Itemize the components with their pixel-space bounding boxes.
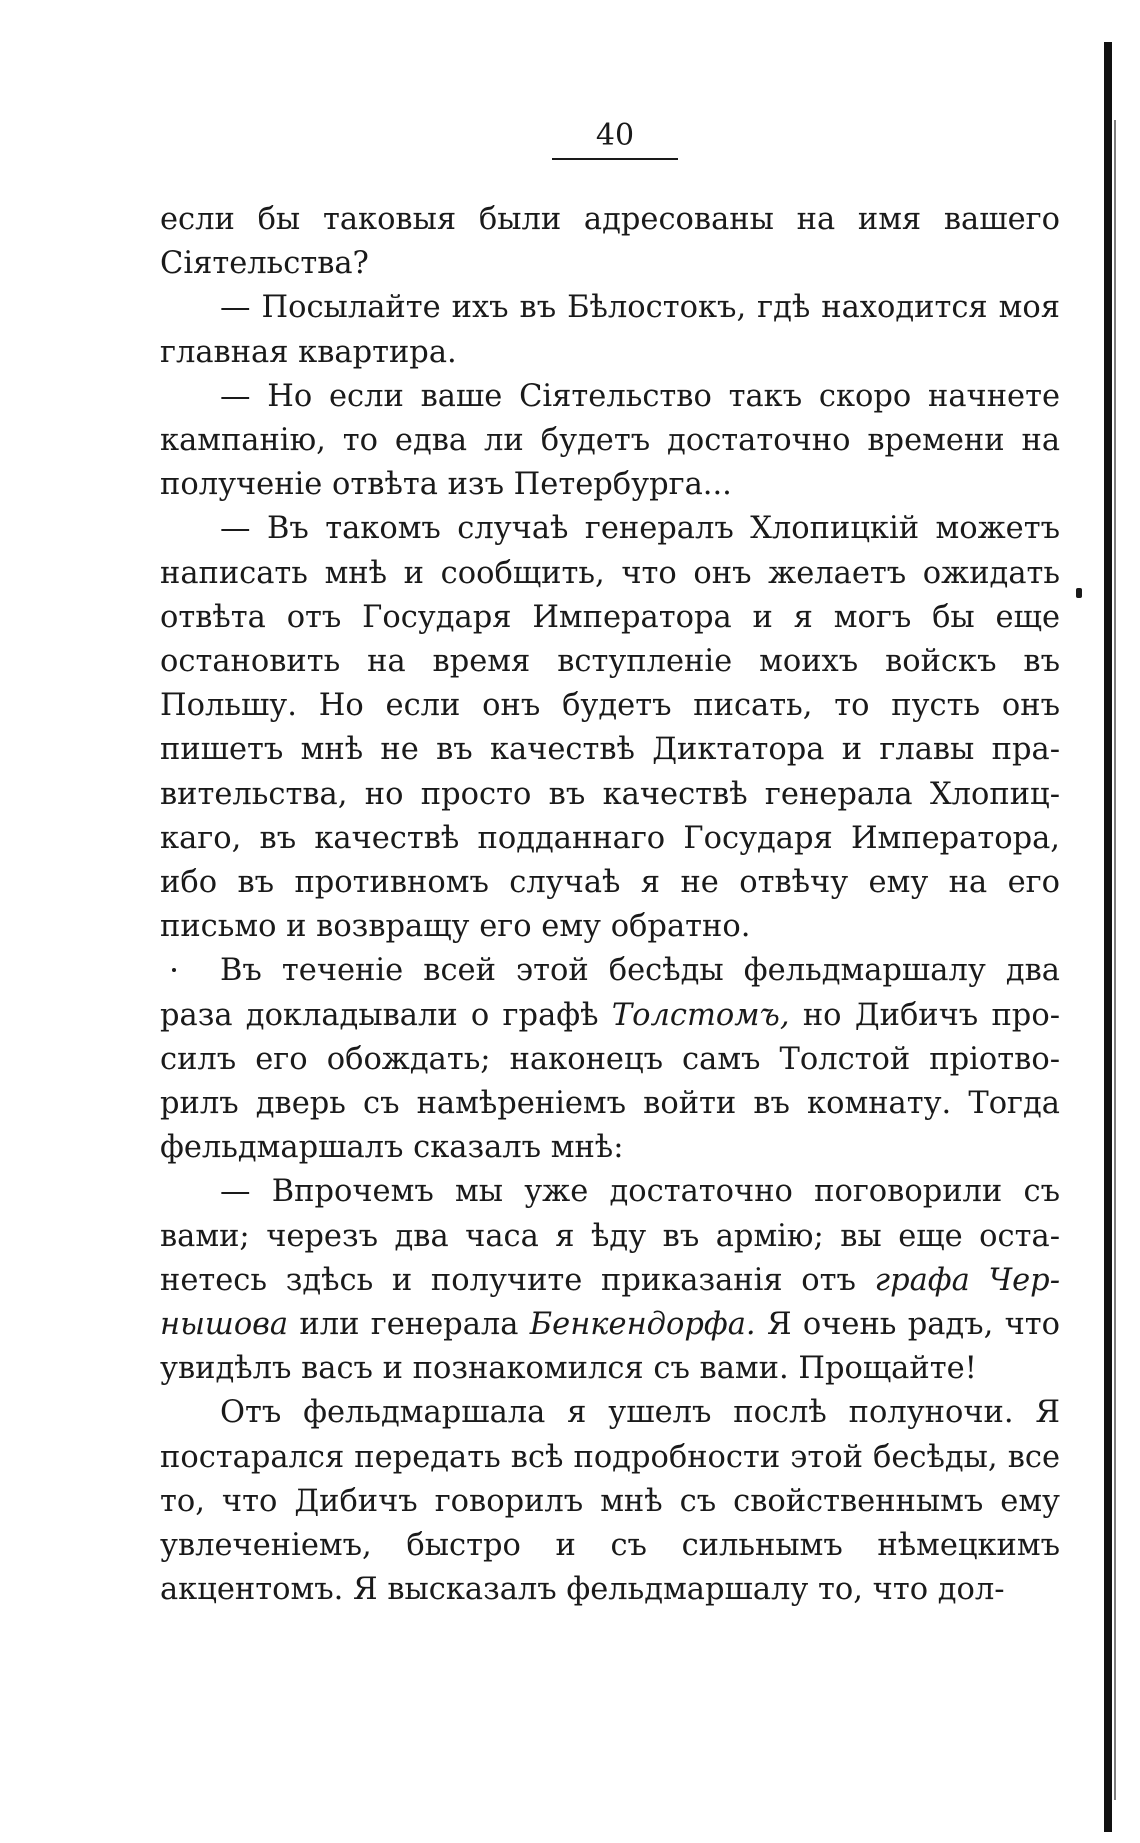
- ink-speck: [1076, 588, 1082, 598]
- text-segment: но Дибичъ просилъ его обождать; наконецъ самъ Толстой пріотворилъ дверь съ намѣреніемъ войти въ комнату. Тогда фельдмаршалъ сказалъ мнѣ:: [160, 997, 1060, 1166]
- text-segment: Отъ фельдмаршала я ушелъ послѣ полуночи. Я постарался передать всѣ подробности этой бесѣды, все то, что Дибичъ говорилъ мнѣ съ свойственнымъ ему увлеченіемъ, быстро и съ сильнымъ нѣмецкимъ акцентомъ. Я высказалъ фельдмаршалу то, что дол-: [160, 1395, 1060, 1608]
- text-segment: — Посылайте ихъ въ Бѣлостокъ, гдѣ находится моя главная квартира.: [160, 290, 1060, 370]
- italic-name-chernyshov: графа Чернышова: [160, 1262, 1060, 1343]
- body-text: [160, 198, 1060, 1613]
- text-segment: Я очень радъ, что увидѣлъ васъ и познакомился съ вами. Прощайте!: [160, 1307, 1060, 1387]
- italic-name-tolstoy: Толстомъ,: [611, 997, 790, 1033]
- text-segment: Въ теченіе всей этой бесѣды фельдмаршалу два раза докладывали о графѣ: [160, 953, 1060, 1033]
- scan-edge-shadow: [1104, 42, 1112, 1832]
- text-segment: или генерала: [288, 1307, 530, 1343]
- scan-edge-line: [1114, 120, 1116, 1800]
- paragraph-7: [160, 1391, 1060, 1612]
- paragraph-1: [160, 198, 1060, 286]
- text-segment: — Впрочемъ мы уже достаточно поговорили съ вами; черезъ два часа я ѣду въ армію; вы еще останетесь здѣсь и получите приказанія отъ: [160, 1174, 1060, 1298]
- paragraph-4: [160, 507, 1060, 949]
- paragraph-3: [160, 375, 1060, 508]
- text-segment: — Въ такомъ случаѣ генералъ Хлопицкій можетъ написать мнѣ и сообщить, что онъ желаетъ ожидать отвѣта отъ Государя Императора и я могъ бы еще остановить на время вступленіе моихъ войскъ въ Польшу. Но если онъ будетъ писать, то пусть онъ пишетъ мнѣ не въ качествѣ Диктатора и главы правительства, но просто въ качествѣ генерала Хлопицкаго, въ качествѣ подданнаго Государя Императора, ибо въ противномъ случаѣ я не отвѣчу ему на его письмо и возвращу его ему обратно.: [160, 511, 1060, 945]
- text-segment: — Но если ваше Сіятельство такъ скоро начнете кампанію, то едва ли будетъ достаточно времени на полученіе отвѣта изъ Петербурга...: [160, 378, 1060, 503]
- paragraph-5: [160, 949, 1060, 1170]
- page-number-rule: [552, 158, 678, 160]
- text-segment: если бы таковыя были адресованы на имя вашего Сіятельства?: [160, 202, 1060, 282]
- italic-name-benkendorf: Бенкендорфа.: [529, 1307, 756, 1343]
- paragraph-2: [160, 286, 1060, 374]
- paragraph-6: [160, 1170, 1060, 1391]
- page-number: 40: [595, 118, 635, 153]
